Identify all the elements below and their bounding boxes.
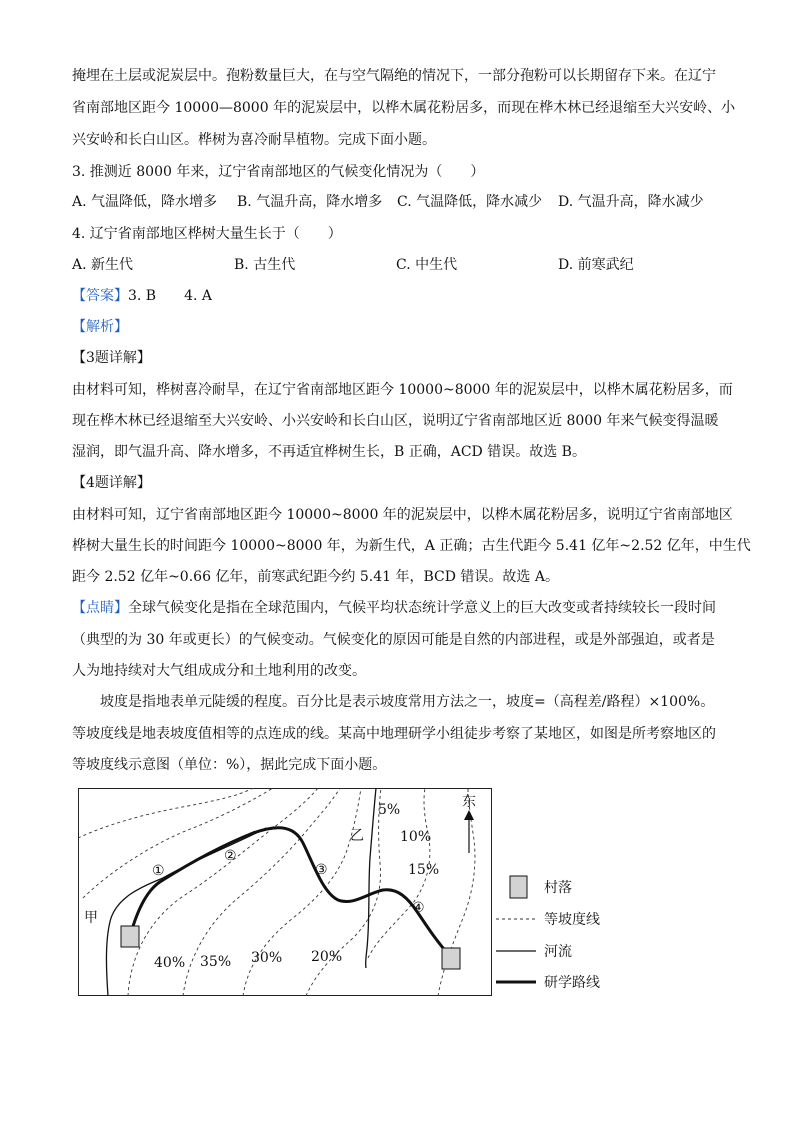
yi-label: 乙	[350, 828, 364, 844]
intro-line-2: 省南部地区距今 10000—8000 年的泥炭层中，以桦木属花粉居多，而现在桦木林已经退缩至大兴安岭、小	[72, 100, 736, 116]
answer-line	[72, 286, 212, 306]
tip-line-3: 人为地持续对大气组成成分和土地利用的改变。	[72, 663, 366, 679]
question-4: 4. 辽宁省南部地区桦树大量生长于（ ）	[72, 226, 342, 242]
legend-village-label: 村落	[544, 880, 572, 896]
q4-option-d: D. 前寒武纪	[558, 257, 634, 273]
q3-option-d: D. 气温升高，降水减少	[558, 194, 704, 210]
contour-40-label: 40%	[154, 955, 186, 971]
legend-route-label: 研学路线	[544, 975, 600, 991]
slope-line-2: 等坡度线是地表坡度值相等的点连成的线。某高中地理研学小组徒步考察了某地区，如图是所考察地区的	[72, 726, 716, 742]
detail-4-line-3: 距今 2.52 亿年~0.66 亿年，前寒武纪距今约 5.41 年，BCD 错误。故选 A。	[72, 569, 559, 585]
detail-3-line-2: 现在桦木林已经退缩至大兴安岭、小兴安岭和长白山区，说明辽宁省南部地区近 8000 年来气候变得温暖	[72, 413, 719, 429]
legend-river-label: 河流	[544, 944, 572, 960]
q3-option-a: A. 气温降低，降水增多	[72, 194, 218, 210]
slope-contour-map	[78, 788, 492, 996]
jia-label: 甲	[84, 910, 98, 926]
tip-line-2: （典型的为 30 年或更长）的气候变动。气候变化的原因可能是自然的内部进程，或是外部强迫，或者是	[72, 632, 715, 648]
detail-4-tag: 【4题详解】	[72, 475, 151, 491]
contour-30-label: 30%	[251, 950, 283, 966]
intro-line-1: 掩埋在土层或泥炭层中。孢粉数量巨大，在与空气隔绝的情况下，一部分孢粉可以长期留存下来。在辽宁	[72, 68, 716, 84]
answer-tag: 【答案】	[72, 288, 128, 304]
legend-contour-label: 等坡度线	[544, 912, 600, 928]
tip-text-1: 全球气候变化是指在全球范围内，气候平均状态统计学意义上的巨大改变或者持续较长一段时间	[128, 600, 716, 616]
answer-text: 3. B 4. A	[128, 288, 213, 304]
contour-10-label: 10%	[400, 829, 432, 845]
map-frame	[79, 789, 492, 996]
detail-3-tag: 【3题详解】	[72, 350, 151, 366]
detail-3-line-1: 由材料可知，桦树喜冷耐旱，在辽宁省南部地区距今 10000~8000 年的泥炭层中，以桦木属花粉居多，而	[72, 382, 733, 398]
slope-line-1: 坡度是指地表单元陡缓的程度。百分比是表示坡度常用方法之一，坡度=（高程差/路程）×100%。	[100, 694, 715, 710]
question-4-options	[72, 255, 732, 275]
q4-option-c: C. 中生代	[396, 257, 458, 273]
tip-tag: 【点睛】	[72, 600, 128, 616]
contour-35-label: 35%	[200, 954, 232, 970]
q3-option-b: B. 气温升高，降水增多	[237, 194, 383, 210]
contour-15-label: 15%	[408, 862, 440, 878]
q3-option-c: C. 气温降低，降水减少	[397, 194, 543, 210]
slope-line-3: 等坡度线示意图（单位：%），据此完成下面小题。	[72, 757, 387, 773]
detail-4-line-1: 由材料可知，辽宁省南部地区距今 10000~8000 年的泥炭层中，以桦木属花粉居多，说明辽宁省南部地区	[72, 507, 733, 523]
village-east	[442, 948, 460, 969]
east-label: 东	[462, 794, 476, 810]
q4-option-a: A. 新生代	[72, 257, 134, 273]
intro-line-3: 兴安岭和长白山区。桦树为喜冷耐旱植物。完成下面小题。	[72, 132, 436, 148]
legend-village-swatch	[510, 876, 527, 898]
question-3-options	[72, 192, 732, 212]
contour-5-label: 5%	[378, 802, 401, 818]
q4-option-b: B. 古生代	[234, 257, 296, 273]
detail-4-line-2: 桦树大量生长的时间距今 10000~8000 年，为新生代，A 正确；古生代距今 5.41 亿年~2.52 亿年，中生代	[72, 538, 751, 554]
map-legend	[492, 870, 652, 1000]
analysis-line	[72, 317, 128, 337]
question-3: 3. 推测近 8000 年来，辽宁省南部地区的气候变化情况为（ ）	[72, 164, 485, 180]
tip-line-1	[72, 598, 716, 618]
point-3-label: ③	[315, 862, 328, 878]
contour-20-label: 20%	[311, 949, 343, 965]
detail-3-line-3: 湿润，即气温升高、降水增多，不再适宜桦树生长，B 正确，ACD 错误。故选 B。	[72, 444, 586, 460]
point-1-label: ①	[152, 863, 165, 879]
point-2-label: ②	[224, 848, 237, 864]
point-4-label: ④	[412, 900, 425, 916]
village-west	[121, 926, 139, 947]
analysis-tag: 【解析】	[72, 319, 128, 335]
